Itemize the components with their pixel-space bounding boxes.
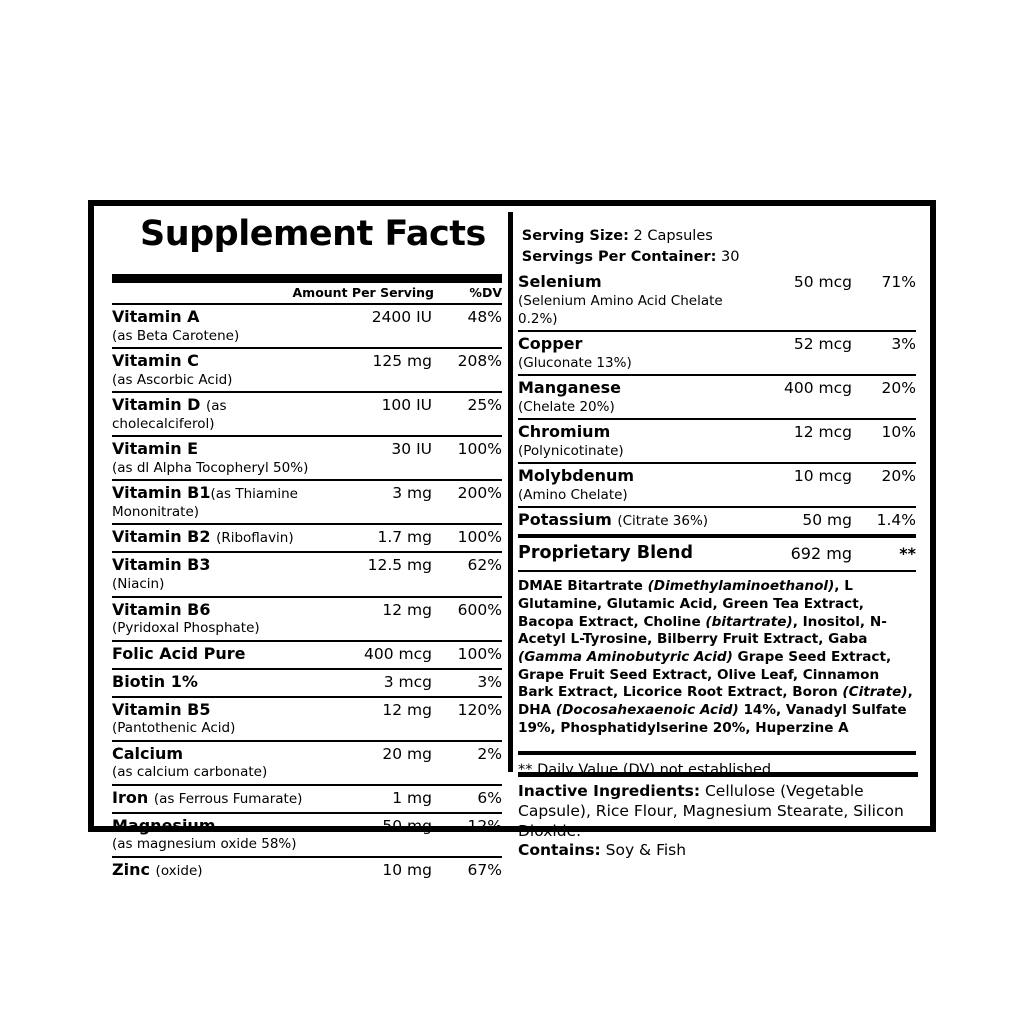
- nutrients-right-column: [518, 270, 916, 778]
- serving-size-line: [522, 226, 740, 247]
- nutrient-amount: 1.7 mg: [377, 528, 432, 547]
- table-row: [112, 391, 502, 435]
- nutrient-subtext: (Pantothenic Acid): [112, 720, 236, 737]
- inactive-ingredients-line: [518, 782, 918, 841]
- nutrient-dv: 100%: [457, 644, 502, 663]
- header-divider-rule: [112, 274, 502, 283]
- nutrient-name: Vitamin B5: [112, 699, 211, 719]
- nutrient-dv: 48%: [467, 308, 502, 326]
- nutrient-name: Vitamin B2: [112, 527, 211, 547]
- table-row: [112, 523, 502, 551]
- nutrient-subtext: (Selenium Amino Acid Chelate 0.2%): [518, 292, 723, 328]
- serving-size-label: Serving Size:: [521, 228, 629, 244]
- nutrient-subtext: (Amino Chelate): [518, 487, 628, 504]
- nutrient-name: Vitamin D: [112, 395, 201, 415]
- servings-per-container-value: 30: [721, 248, 740, 265]
- table-row: [112, 740, 502, 784]
- servings-per-container-line: [522, 247, 740, 268]
- left-column-headers: [112, 283, 502, 303]
- blend-ingredients-text: DMAE Bitartrate (Dimethylaminoethanol), L Glutamine, Glutamic Acid, Green Tea Extract, Bacopa Extract, Choline (bitartrate), Inositol, N-Acetyl L-Tyrosine, Bilberry Fruit Extract, Gaba (Gamma Aminobutyric Acid) Grape Seed Extract, Grape Fruit Seed Extract, Olive Leaf, Cinnamon Bark Extract, Licorice Root Extract, Boron (Citrate), DHA (Docosahexaenoic Acid) 14%, Vanadyl Sulfate 19%, Phosphatidylserine 20%, Huperzine A: [518, 570, 916, 741]
- table-row: [518, 462, 916, 506]
- table-row: [112, 435, 502, 479]
- nutrient-subtext: (as cholecalciferol): [112, 398, 227, 433]
- table-row: [518, 330, 916, 374]
- nutrient-name: Selenium: [518, 272, 602, 291]
- contains-line: [518, 841, 918, 861]
- nutrient-dv: 71%: [881, 273, 916, 291]
- nutrient-name: Vitamin E: [112, 439, 199, 459]
- nutrient-name: Vitamin B1: [112, 483, 211, 503]
- nutrient-dv: 100%: [457, 440, 502, 459]
- nutrient-subtext: (as Ascorbic Acid): [112, 371, 233, 388]
- nutrient-amount: 12 mg: [382, 600, 432, 619]
- page-title: Supplement Facts: [140, 214, 486, 254]
- nutrient-subtext: (Gluconate 13%): [518, 355, 632, 372]
- table-row: [112, 479, 502, 523]
- contains-text: Soy & Fish: [600, 841, 687, 860]
- contains-label: Contains:: [518, 841, 601, 860]
- nutrient-subtext: (as dl Alpha Tocopheryl 50%): [112, 460, 309, 477]
- serving-info: [522, 214, 740, 267]
- blend-amount: 692 mg: [790, 544, 852, 564]
- column-divider-rule: [508, 212, 513, 772]
- table-row: [518, 270, 916, 330]
- nutrient-amount: 10 mcg: [793, 467, 852, 486]
- inactive-ingredients-label: Inactive Ingredients:: [518, 782, 701, 800]
- nutrient-name: Vitamin A: [112, 307, 200, 326]
- nutrient-subtext: (Citrate 36%): [617, 513, 709, 530]
- nutrient-amount: 10 mg: [382, 860, 432, 879]
- nutrient-name: Vitamin B6: [112, 599, 211, 619]
- nutrient-name: Calcium: [112, 743, 184, 763]
- inactive-ingredients-text: Cellulose (Vegetable Capsule), Rice Flour, Magnesium Stearate, Silicon Dioxide.: [518, 782, 904, 840]
- table-row: [112, 551, 502, 595]
- nutrient-amount: 125 mg: [372, 352, 432, 371]
- nutrient-name: Biotin 1%: [112, 671, 198, 691]
- nutrient-name: Zinc: [112, 859, 150, 879]
- nutrient-name: Iron: [112, 787, 149, 807]
- table-row: [112, 856, 502, 884]
- amount-per-serving-header: Amount Per Serving: [292, 285, 434, 300]
- table-row: [518, 374, 916, 418]
- nutrient-subtext: (as Thiamine Mononitrate): [112, 486, 298, 521]
- blend-name: Proprietary Blend: [518, 543, 693, 564]
- nutrient-name: Folic Acid Pure: [112, 643, 246, 663]
- nutrient-amount: 2400 IU: [371, 308, 432, 326]
- dv-footnote: ** Daily Value (DV) not established: [518, 751, 916, 778]
- table-row: [518, 506, 916, 534]
- nutrient-subtext: (Riboflavin): [216, 530, 294, 547]
- nutrient-amount: 3 mcg: [383, 672, 432, 691]
- nutrient-dv: 3%: [477, 672, 502, 691]
- nutrient-subtext: (Pyridoxal Phosphate): [112, 620, 260, 637]
- servings-per-container-label: Servings Per Container:: [521, 248, 717, 265]
- nutrient-dv: 62%: [467, 556, 502, 575]
- nutrient-subtext: (Polynicotinate): [518, 443, 624, 460]
- nutrient-amount: 100 IU: [381, 396, 432, 415]
- nutrient-amount: 52 mcg: [793, 335, 852, 354]
- table-row: [112, 347, 502, 391]
- table-row: [112, 696, 502, 740]
- blend-dv: **: [899, 544, 916, 564]
- nutrient-subtext: (as Ferrous Fumarate): [153, 790, 303, 807]
- table-row: [112, 640, 502, 668]
- nutrient-name: Potassium: [518, 510, 612, 530]
- nutrient-dv: 600%: [457, 600, 502, 619]
- nutrient-subtext: (Chelate 20%): [518, 399, 615, 416]
- nutrient-dv: 3%: [891, 335, 916, 354]
- nutrients-left-column: [112, 283, 502, 884]
- nutrient-amount: 3 mg: [392, 484, 432, 503]
- nutrient-dv: 208%: [457, 352, 502, 371]
- nutrient-amount: 12 mg: [382, 700, 432, 719]
- serving-size-value: 2 Capsules: [633, 228, 713, 244]
- nutrient-amount: 50 mg: [802, 511, 852, 530]
- nutrient-amount: 400 mcg: [784, 379, 852, 398]
- nutrient-amount: 20 mg: [382, 744, 432, 763]
- table-row: [112, 303, 502, 347]
- nutrient-amount: 12.5 mg: [367, 556, 432, 575]
- nutrient-subtext: (Niacin): [112, 576, 165, 593]
- nutrient-dv: 6%: [477, 788, 502, 807]
- nutrient-name: Manganese: [518, 378, 621, 398]
- table-row: [112, 812, 502, 856]
- nutrient-name: Molybdenum: [518, 466, 635, 486]
- nutrient-name: Chromium: [518, 422, 611, 442]
- supplement-facts-panel: [88, 200, 936, 879]
- table-row: [112, 596, 502, 640]
- dv-header: %DV: [469, 285, 502, 300]
- nutrient-dv: 67%: [467, 860, 502, 879]
- nutrient-amount: 50 mg: [382, 816, 432, 835]
- nutrient-dv: 120%: [457, 700, 502, 719]
- nutrient-dv: 20%: [881, 467, 916, 486]
- nutrient-amount: 12 mcg: [793, 423, 852, 442]
- table-row: [518, 418, 916, 462]
- table-row: [112, 784, 502, 812]
- nutrient-subtext: (as magnesium oxide 58%): [112, 836, 297, 853]
- nutrient-dv: 2%: [477, 744, 502, 763]
- nutrient-name: Magnesium: [112, 815, 216, 835]
- nutrient-dv: 200%: [457, 484, 502, 503]
- nutrient-amount: 400 mcg: [364, 644, 432, 663]
- nutrient-amount: 1 mg: [392, 788, 432, 807]
- nutrient-subtext: (oxide): [155, 862, 203, 879]
- nutrient-dv: 12%: [467, 816, 502, 835]
- nutrient-name: Copper: [518, 334, 583, 354]
- nutrient-dv: 100%: [457, 528, 502, 547]
- nutrient-dv: 1.4%: [876, 511, 916, 530]
- nutrient-amount: 50 mcg: [793, 273, 852, 291]
- nutrient-dv: 10%: [881, 423, 916, 442]
- nutrient-amount: 30 IU: [391, 440, 432, 459]
- table-row: [112, 668, 502, 696]
- nutrient-name: Vitamin C: [112, 351, 199, 371]
- nutrient-name: Vitamin B3: [112, 555, 211, 575]
- nutrient-dv: 20%: [881, 379, 916, 398]
- nutrient-subtext: (as Beta Carotene): [112, 327, 240, 344]
- proprietary-blend-row: [518, 534, 916, 570]
- nutrient-dv: 25%: [467, 396, 502, 415]
- nutrient-subtext: (as calcium carbonate): [112, 764, 268, 781]
- inactive-ingredients-block: [518, 772, 918, 861]
